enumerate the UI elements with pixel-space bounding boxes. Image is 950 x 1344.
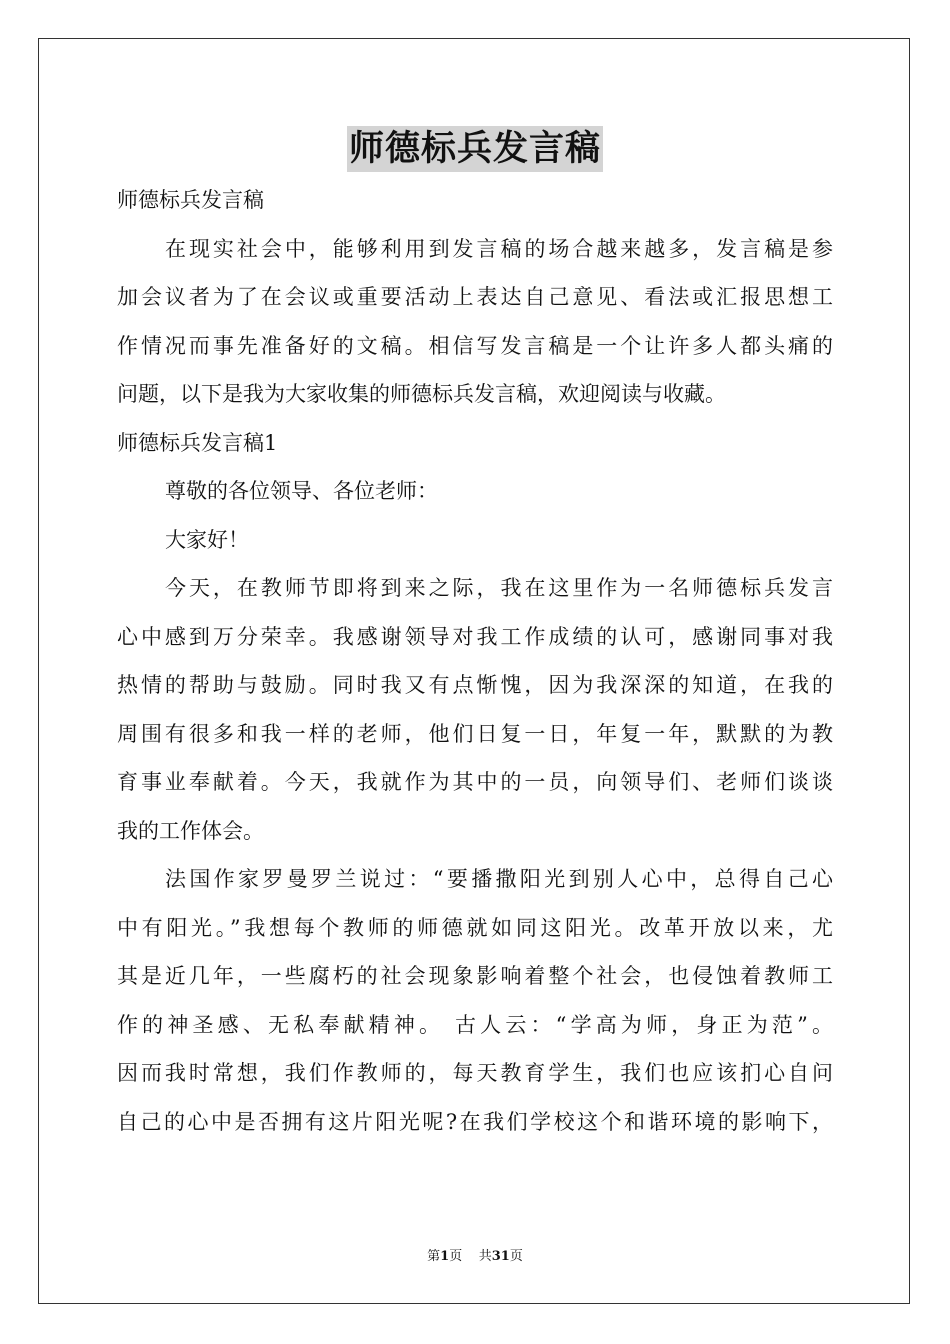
text-line: 师德标兵发言稿1: [117, 430, 278, 455]
document-title-text: 师德标兵发言稿: [347, 126, 603, 172]
footer-total-prefix: 共: [478, 1249, 492, 1264]
page-footer: [0, 1248, 950, 1266]
text-line: 法国作家罗曼罗兰说过：“要播撒阳光到别人心中，总得自己心: [165, 867, 833, 891]
footer-total-pages: 31: [491, 1249, 510, 1264]
text-line: 因而我时常想，我们作教师的，每天教育学生，我们也应该扪心自问: [117, 1061, 833, 1085]
document-title: [0, 126, 950, 172]
text-line: 今天，在教师节即将到来之际，我在这里作为一名师德标兵发言: [165, 576, 833, 600]
text-line: 我的工作体会。: [117, 818, 264, 843]
text-line: 其是近几年，一些腐朽的社会现象影响着整个社会，也侵蚀着教师工: [117, 964, 833, 988]
text-line: 自己的心中是否拥有这片阳光呢?在我们学校这个和谐环境的影响下，: [117, 1109, 833, 1134]
text-line: 师德标兵发言稿: [117, 188, 264, 212]
text-line: 心中感到万分荣幸。我感谢领导对我工作成绩的认可，感谢同事对我: [117, 624, 833, 649]
text-line: 问题，以下是我为大家收集的师德标兵发言稿，欢迎阅读与收藏。: [117, 382, 726, 406]
text-line: 作情况而事先准备好的文稿。相信写发言稿是一个让许多人都头痛的: [117, 333, 833, 358]
text-line: 尊敬的各位领导、各位老师：: [165, 479, 438, 503]
text-line: 热情的帮助与鼓励。同时我又有点惭愧，因为我深深的知道，在我的: [117, 673, 833, 697]
text-line: 加会议者为了在会议或重要活动上表达自己意见、看法或汇报思想工: [117, 285, 833, 309]
text-line: 中有阳光。”我想每个教师的师德就如同这阳光。改革开放以来，尤: [117, 915, 833, 940]
document-body: [117, 176, 833, 1146]
footer-page-prefix: 第: [427, 1249, 441, 1264]
footer-page-number: 1: [440, 1249, 450, 1264]
text-line: 育事业奉献着。今天，我就作为其中的一员，向领导们、老师们谈谈: [117, 770, 833, 794]
text-line: 周围有很多和我一样的老师，他们日复一日，年复一年，默默的为教: [117, 721, 833, 746]
footer-total-suffix: 页: [509, 1249, 523, 1264]
footer-page-suffix: 页: [449, 1249, 463, 1264]
text-line: 作的神圣感、无私奉献精神。 古人云：“学高为师，身正为范”。: [117, 1012, 833, 1037]
text-line: 在现实社会中，能够利用到发言稿的场合越来越多，发言稿是参: [165, 236, 833, 261]
text-line: 大家好！: [165, 527, 249, 552]
